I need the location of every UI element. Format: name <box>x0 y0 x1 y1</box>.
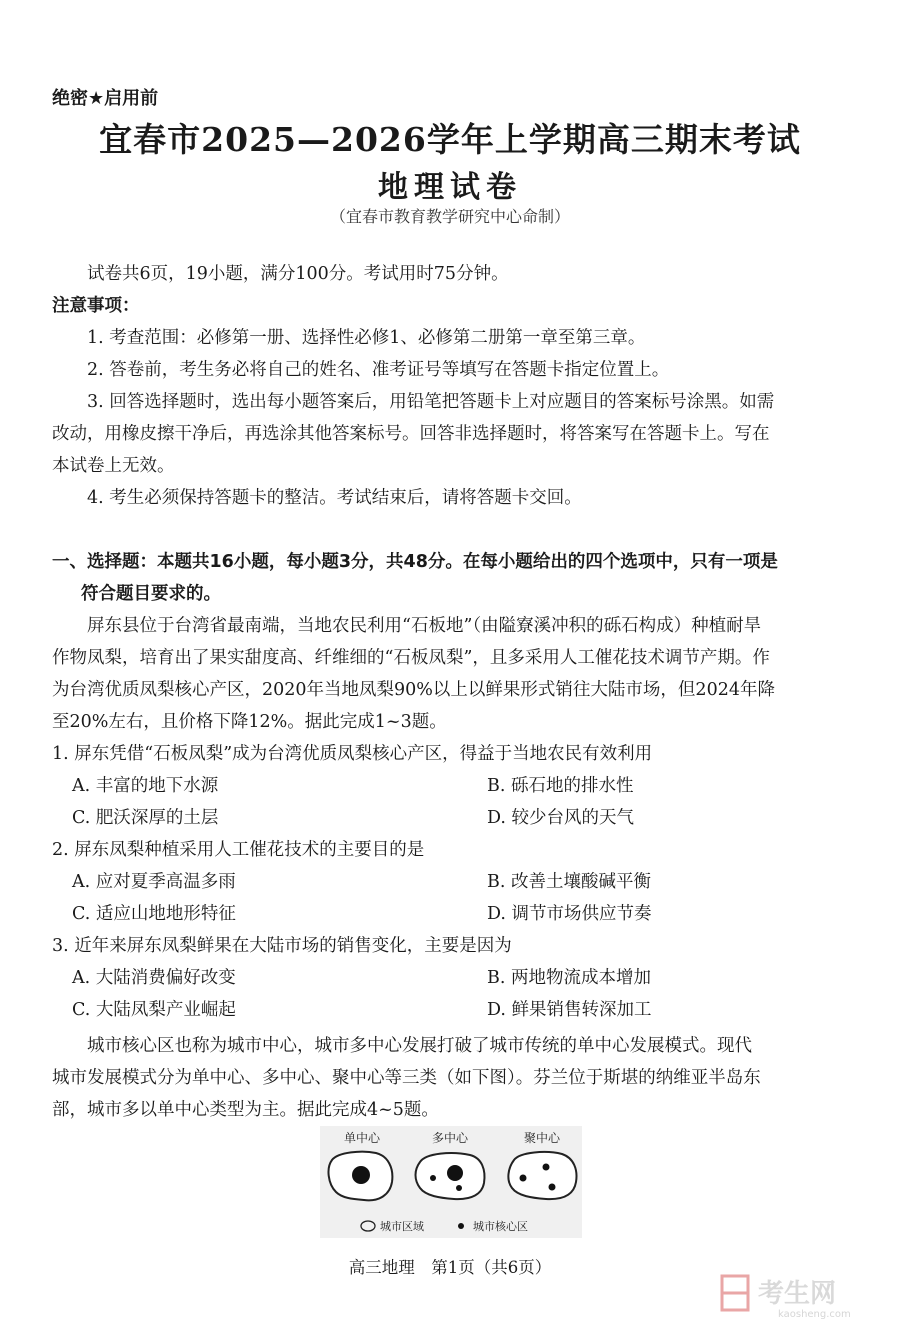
multi-center-core-sub-1 <box>430 1175 436 1181</box>
notice-title: 注意事项： <box>52 296 140 316</box>
notice-item-2: 2. 答卷前，考生务必将自己的姓名、准考证号等填写在答题卡指定位置上。 <box>87 360 670 380</box>
city-model-diagram <box>320 1126 582 1238</box>
passage2-line2: 城市发展模式分为单中心、多中心、聚中心等三类（如下图）。芬兰位于斯堪的纳维亚半岛东 <box>52 1068 761 1088</box>
question-1-option-c: C. 肥沃深厚的土层 <box>72 808 219 828</box>
multi-center-core-main <box>447 1165 463 1181</box>
cluster-core-2 <box>520 1175 527 1182</box>
confidential-label: 绝密★启用前 <box>52 88 159 109</box>
section-heading-line1: 一、选择题：本题共16小题，每小题3分，共48分。在每小题给出的四个选项中，只有一项是 <box>52 552 778 572</box>
section-heading-line2: 符合题目要求的。 <box>81 584 221 604</box>
label-single-center: 单中心 <box>343 1131 381 1145</box>
question-3-stem: 3. 近年来屏东凤梨鲜果在大陆市场的销售变化，主要是因为 <box>52 936 512 956</box>
passage2-line3: 部，城市多以单中心类型为主。据此完成4~5题。 <box>52 1100 439 1120</box>
question-2-option-a: A. 应对夏季高温多雨 <box>72 872 236 892</box>
question-2-option-c: C. 适应山地地形特征 <box>72 904 236 924</box>
question-1-option-a: A. 丰富的地下水源 <box>72 776 219 796</box>
notice-item-3-line3: 本试卷上无效。 <box>52 456 175 476</box>
watermark <box>720 1272 885 1320</box>
cluster-core-3 <box>549 1184 556 1191</box>
notice-item-1: 1. 考查范围：必修第一册、选择性必修1、必修第二册第一章至第三章。 <box>87 328 646 348</box>
question-2-stem: 2. 屏东凤梨种植采用人工催花技术的主要目的是 <box>52 840 425 860</box>
label-multi-center: 多中心 <box>431 1131 469 1145</box>
legend-core-icon <box>458 1223 464 1229</box>
legend-area-label: 城市区域 <box>380 1220 424 1233</box>
passage1-line2: 作物凤梨，培育出了果实甜度高、纤维细的“石板凤梨”，且多采用人工催花技术调节产期。作 <box>52 648 770 668</box>
watermark-url: kaosheng.com <box>778 1309 851 1320</box>
question-1-option-b: B. 砾石地的排水性 <box>487 776 634 796</box>
notice-item-4: 4. 考生必须保持答题卡的整洁。考试结束后，请将答题卡交回。 <box>87 488 582 508</box>
question-3-option-c: C. 大陆凤梨产业崛起 <box>72 1000 236 1020</box>
question-3-option-a: A. 大陆消费偏好改变 <box>72 968 236 988</box>
passage1-line3: 为台湾优质凤梨核心产区，2020年当地凤梨90%以上以鲜果形式销往大陆市场，但2024年降 <box>52 680 775 700</box>
question-1-option-d: D. 较少台风的天气 <box>487 808 635 828</box>
question-2-option-b: B. 改善土壤酸碱平衡 <box>487 872 651 892</box>
legend-core-label: 城市核心区 <box>473 1220 528 1233</box>
compiler-note: （宜春市教育教学研究中心命制） <box>329 207 570 226</box>
notice-item-3-line1: 3. 回答选择题时，选出每小题答案后，用铅笔把答题卡上对应题目的答案标号涂黑。如需 <box>87 392 775 412</box>
watermark-brand: 考生网 <box>758 1279 837 1309</box>
cluster-center-city-area <box>508 1152 576 1199</box>
exam-intro: 试卷共6页，19小题，满分100分。考试用时75分钟。 <box>87 264 509 284</box>
passage1-line4: 至20%左右，且价格下降12%。据此完成1~3题。 <box>52 712 447 732</box>
cluster-core-1 <box>543 1164 550 1171</box>
multi-center-core-sub-2 <box>456 1185 462 1191</box>
watermark-logo <box>720 1272 885 1320</box>
question-1-stem: 1. 屏东凭借“石板凤梨”成为台湾优质凤梨核心产区，得益于当地农民有效利用 <box>52 744 653 764</box>
passage1-line1: 屏东县位于台湾省最南端，当地农民利用“石板地”（由隘寮溪冲积的砾石构成）种植耐旱 <box>87 616 762 636</box>
label-cluster-center: 聚中心 <box>523 1131 561 1145</box>
page-footer: 高三地理 第1页（共6页） <box>348 1258 552 1277</box>
question-3-option-d: D. 鲜果销售转深加工 <box>487 1000 652 1020</box>
section-heading <box>52 546 852 610</box>
notice-item-3-line2: 改动，用橡皮擦干净后，再选涂其他答案标号。回答非选择题时，将答案写在答题卡上。写在 <box>52 424 770 444</box>
exam-title: 宜春市2025—2026学年上学期高三期末考试 <box>99 120 801 159</box>
question-3-option-b: B. 两地物流成本增加 <box>487 968 651 988</box>
subject-title: 地理试卷 <box>378 170 522 205</box>
single-center-core <box>352 1166 370 1184</box>
question-2-option-d: D. 调节市场供应节奏 <box>487 904 652 924</box>
passage2-line1: 城市核心区也称为城市中心，城市多中心发展打破了城市传统的单中心发展模式。现代 <box>87 1036 752 1056</box>
city-model-figure <box>320 1126 582 1238</box>
